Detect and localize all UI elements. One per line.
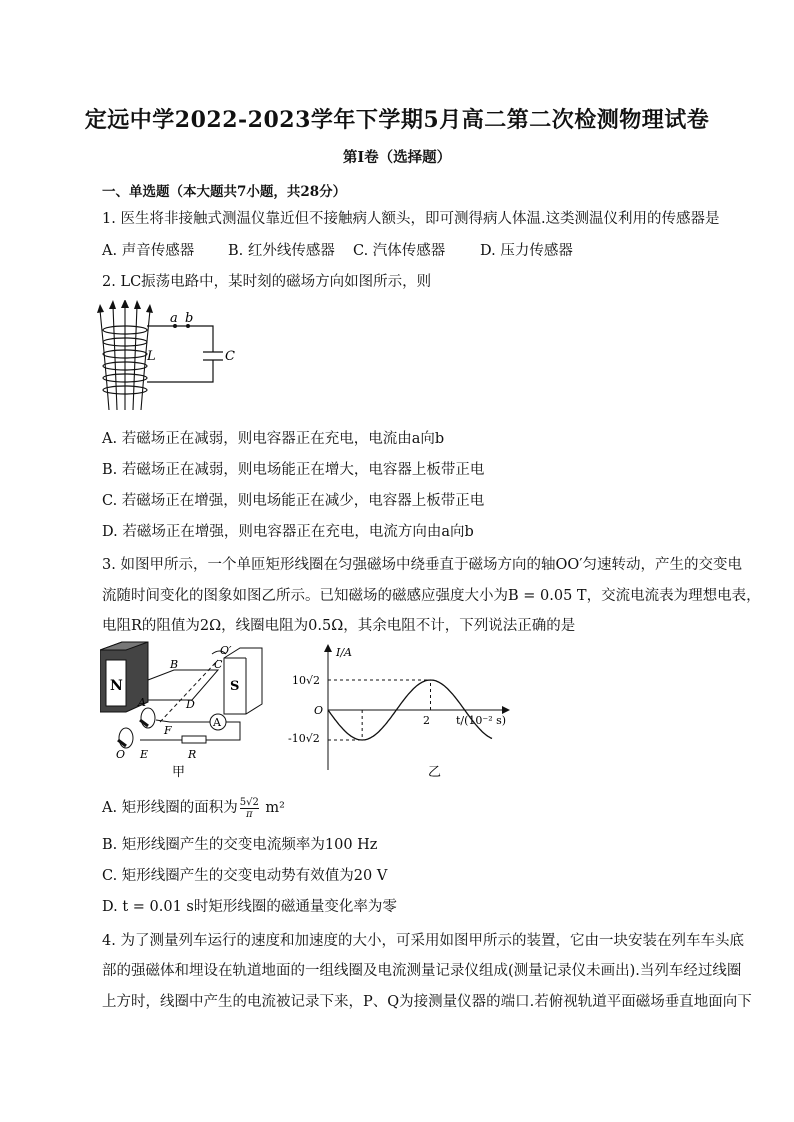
tick-x-2: 2 [423, 714, 430, 727]
label-C: C [225, 349, 235, 364]
origin-label: O [314, 704, 324, 717]
caption-jia: 甲 [172, 765, 186, 780]
label-a: a [170, 311, 178, 326]
q4-stem-line-2: 部的强磁体和埋设在轨道地面的一组线圈及电流测量记录仪组成(测量记录仪未画出).当列车经过线圈 [102, 963, 742, 979]
generator-figure [100, 640, 270, 780]
q1-option-b: B. 红外线传感器 [228, 243, 335, 259]
q3-stem-line-2: 流随时间变化的图象如图乙所示。已知磁场的磁感应强度大小为B = 0.05 T，交流电流表为理想电表， [102, 588, 761, 604]
rotating-coil [148, 670, 218, 700]
q1-stem: 1. 医生将非接触式测温仪靠近但不接触病人额头，即可测得病人体温.这类测温仪利用的传感器是 [102, 211, 720, 227]
q3-option-a [102, 796, 285, 820]
label-A-coil: A [138, 696, 146, 709]
label-L: L [147, 349, 156, 364]
q3-option-a-text: A. 矩形线圈的面积为 [102, 800, 238, 816]
area-unit: m² [265, 800, 285, 816]
area-fraction [240, 797, 259, 820]
label-D: D [186, 698, 195, 711]
section-heading: 一、单选题（本大题共7小题，共28分） [102, 184, 347, 200]
caption-yi: 乙 [428, 765, 442, 780]
q3-option-d: D. t = 0.01 s时矩形线圈的磁通量变化率为零 [102, 899, 397, 915]
label-C-coil: C [214, 658, 223, 671]
q2-option-c: C. 若磁场正在增强，则电场能正在减少，电容器上板带正电 [102, 493, 485, 509]
label-O-axis: O [116, 748, 126, 761]
exam-title: 定远中学2022-2023学年下学期5月高二第二次检测物理试卷 [84, 107, 710, 133]
label-N: N [110, 678, 123, 694]
label-O-prime: O′ [220, 644, 232, 657]
label-E: E [140, 748, 149, 761]
lc-circuit-figure [95, 300, 245, 415]
q2-option-b: B. 若磁场正在减弱，则电场能正在增大，电容器上板带正电 [102, 462, 485, 478]
q1-options [0, 239, 794, 259]
q1-option-c: C. 汽体传感器 [353, 243, 446, 259]
axis-OO [160, 660, 218, 722]
q3-stem-line-3: 电阻R的阻值为2Ω，线圈电阻为0.5Ω，其余电阻不计，下列说法正确的是 [102, 618, 576, 634]
q1-option-d: D. 压力传感器 [480, 243, 573, 259]
q4-stem-line-3: 上方时，线圈中产生的电流被记录下来，P、Q为接测量仪器的端口.若俯视轨道平面磁场垂直地面向下 [102, 994, 752, 1010]
label-S: S [230, 679, 240, 694]
q3-option-c: C. 矩形线圈产生的交变电动势有效值为20 V [102, 868, 388, 884]
q1-option-a: A. 声音传感器 [102, 243, 195, 259]
tick-top: 10√2 [292, 674, 321, 687]
ammeter-label: A [213, 716, 221, 729]
label-B: B [170, 658, 179, 671]
resistor-R [182, 736, 206, 743]
fraction-numerator: 5√2 [239, 796, 259, 808]
tick-bottom: -10√2 [288, 732, 320, 745]
y-axis-label: I/A [336, 646, 352, 659]
label-b: b [185, 311, 194, 326]
q3-stem-line-1: 3. 如图甲所示，一个单匝矩形线圈在匀强磁场中绕垂直于磁场方向的轴OO′匀速转动，产生的交变电 [102, 557, 743, 573]
label-F: F [164, 724, 172, 737]
fraction-denominator: π [245, 808, 253, 820]
q4-stem-line-1: 4. 为了测量列车运行的速度和加速度的大小，可采用如图甲所示的装置，它由一块安装在列车车头底 [102, 933, 744, 949]
label-R: R [188, 748, 197, 761]
q3-option-b: B. 矩形线圈产生的交变电流频率为100 Hz [102, 837, 378, 853]
q2-stem: 2. LC振荡电路中，某时刻的磁场方向如图所示，则 [102, 274, 432, 290]
current-time-chart [280, 640, 520, 780]
q2-option-a: A. 若磁场正在减弱，则电容器正在充电，电流由a向b [102, 431, 445, 447]
q2-option-d: D. 若磁场正在增强，则电容器正在充电，电流方向由a向b [102, 524, 474, 540]
circuit-wires [147, 326, 223, 382]
x-axis-label: t/(10⁻² s) [456, 714, 507, 727]
part-heading: 第I卷（选择题） [342, 149, 452, 166]
